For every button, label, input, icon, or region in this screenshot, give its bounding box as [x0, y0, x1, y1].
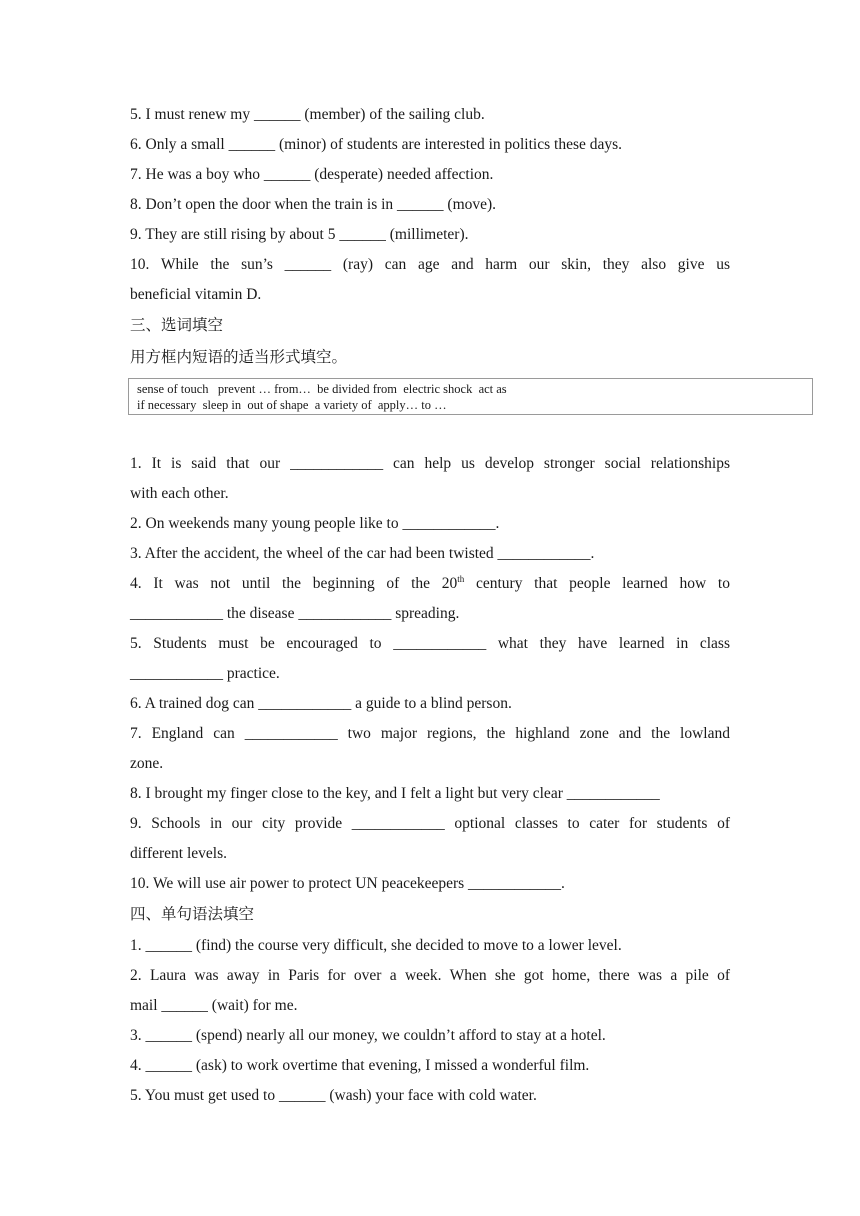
s4-q5: 5. You must get used to ______ (wash) your face with cold water. [130, 1087, 537, 1104]
s3-q4-line1 [130, 569, 730, 599]
s3-q7-line2: zone. [130, 755, 164, 772]
s3-q6: 6. A trained dog can ____________ a guide to a blind person. [130, 695, 512, 712]
s3-q1-line2: with each other. [130, 485, 229, 502]
s3-q2: 2. On weekends many young people like to ____________. [130, 515, 500, 532]
s4-q4: 4. ______ (ask) to work overtime that evening, I missed a wonderful film. [130, 1057, 590, 1074]
s3-q4-text-pre: 4. It was not until the beginning of the 20 [130, 575, 458, 592]
s3-q5-line1: 5. Students must be encouraged to ____________ what they have learned in class [130, 635, 730, 652]
phrase-box-line1: sense of touch prevent … from… be divided from electric shock act as [137, 382, 507, 396]
document-content [130, 100, 730, 1111]
s4-q3: 3. ______ (spend) nearly all our money, we couldn’t afford to stay at a hotel. [130, 1027, 606, 1044]
s4-q2-line1: 2. Laura was away in Paris for over a week. When she got home, there was a pile of [130, 967, 730, 984]
s3-q8: 8. I brought my finger close to the key, and I felt a light but very clear ____________ [130, 785, 660, 802]
phrase-box [128, 378, 813, 415]
section4-heading: 四、单句语法填空 [130, 906, 255, 923]
s3-q9-line1: 9. Schools in our city provide ____________ optional classes to cater for students of [130, 815, 730, 832]
s3-q9-line2: different levels. [130, 845, 227, 862]
s2-q9: 9. They are still rising by about 5 ______ (millimeter). [130, 226, 469, 243]
s2-q6: 6. Only a small ______ (minor) of students are interested in politics these days. [130, 136, 623, 153]
s3-q7-line1: 7. England can ____________ two major regions, the highland zone and the lowland [130, 725, 730, 742]
s3-q4-superscript: th [457, 573, 465, 584]
s4-q2-line2: mail ______ (wait) for me. [130, 997, 298, 1014]
phrase-box-line2: if necessary sleep in out of shape a variety of apply… to … [137, 398, 447, 412]
s3-q4-text-post: century that people learned how to [464, 575, 730, 592]
s3-q4-line2: ____________ the disease ____________ spreading. [130, 605, 460, 622]
s3-q5-line2: ____________ practice. [130, 665, 280, 682]
s2-q8: 8. Don’t open the door when the train is in ______ (move). [130, 196, 497, 213]
s2-q7: 7. He was a boy who ______ (desperate) needed affection. [130, 166, 494, 183]
s4-q1: 1. ______ (find) the course very difficult, she decided to move to a lower level. [130, 937, 622, 954]
section3-instruction: 用方框内短语的适当形式填空。 [130, 349, 348, 366]
s3-q1-line1: 1. It is said that our ____________ can help us develop stronger social relationships [130, 455, 730, 472]
s2-q10-line1: 10. While the sun’s ______ (ray) can age and harm our skin, they also give us [130, 256, 730, 273]
s2-q5: 5. I must renew my ______ (member) of the sailing club. [130, 106, 485, 123]
section3-heading: 三、选词填空 [130, 317, 224, 334]
s3-q10: 10. We will use air power to protect UN peacekeepers ____________. [130, 875, 565, 892]
s3-q3: 3. After the accident, the wheel of the car had been twisted ____________. [130, 545, 595, 562]
s2-q10-line2: beneficial vitamin D. [130, 286, 262, 303]
